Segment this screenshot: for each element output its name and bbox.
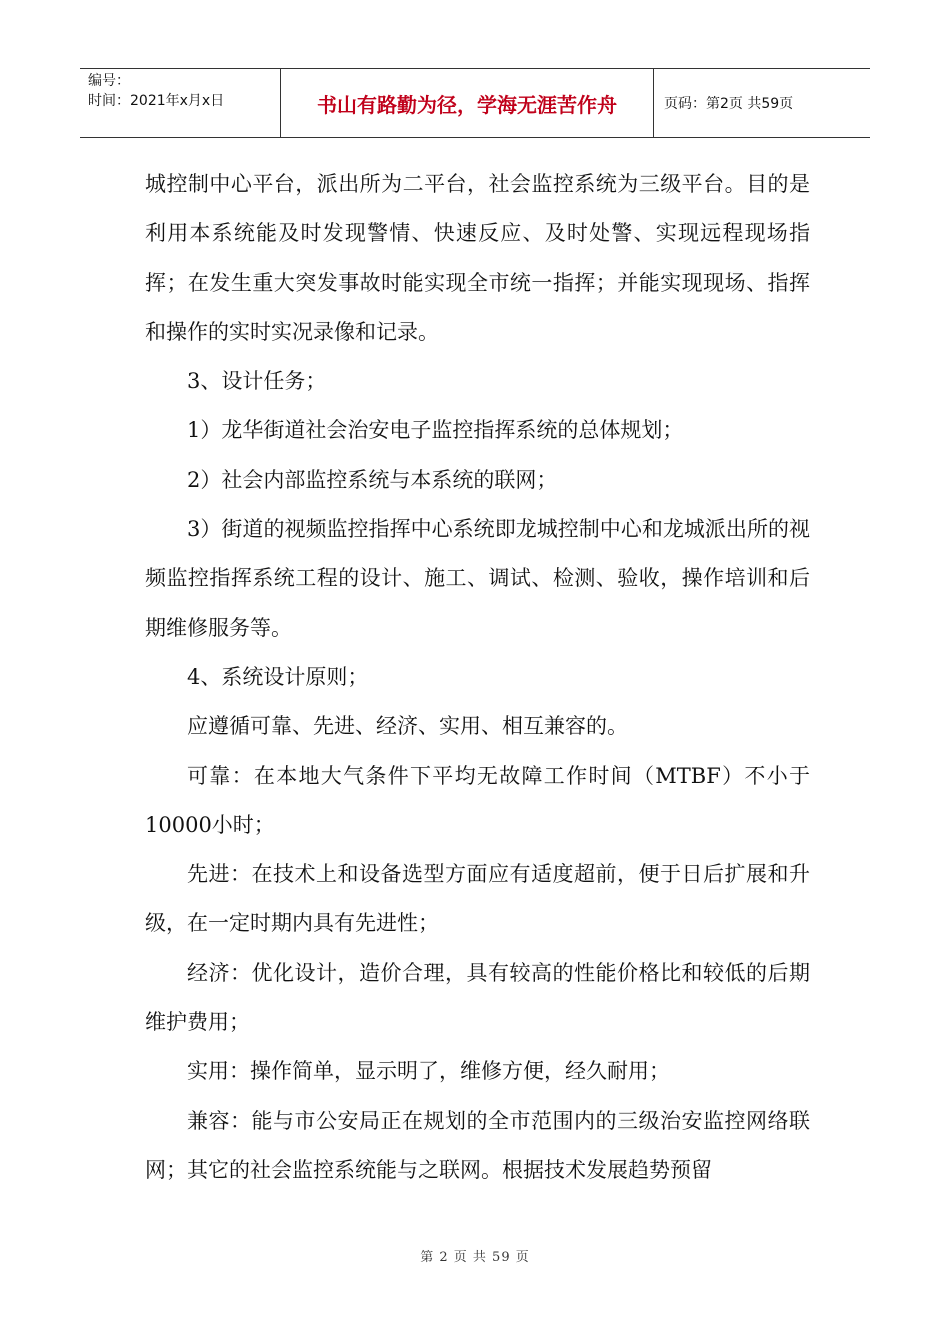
paragraph: 3）街道的视频监控指挥中心系统即龙城控制中心和龙城派出所的视频监控指挥系统工程的设计、施工、调试、检测、验收，操作培训和后期维修服务等。 [145,517,810,640]
paragraph: 城控制中心平台，派出所为二平台，社会监控系统为三级平台。目的是利用本系统能及时发现警情、快速反应、及时处警、实现远程现场指挥；在发生重大突发事故时能实现全市统一指挥；并能实现现场、指挥和操作的实时实况录像和记录。 [145,172,810,344]
paragraph: 先进：在技术上和设备选型方面应有适度超前，便于日后扩展和升级，在一定时期内具有先进性； [145,862,810,936]
paragraph: 应遵循可靠、先进、经济、实用、相互兼容的。 [187,714,628,739]
paragraph: 兼容：能与市公安局正在规划的全市范围内的三级治安监控网络联网；其它的社会监控系统能与之联网。根据技术发展趋势预留 [145,1108,810,1182]
document-body [145,160,810,1195]
header-page-info: 页码：第2页 共59页 [664,96,794,112]
paragraph: 1）龙华街道社会治安电子监控指挥系统的总体规划； [187,418,684,443]
paragraph: 可靠：在本地大气条件下平均无故障工作时间（MTBF）不小于10000小时； [145,763,810,837]
paragraph: 实用：操作简单，显示明了，维修方便，经久耐用； [187,1059,670,1084]
document-number-label: 编号： [88,73,130,89]
header-meta [80,69,281,137]
paragraph: 3、设计任务； [187,369,327,394]
paragraph: 经济：优化设计，造价合理，具有较高的性能价格比和较低的后期维护费用； [145,960,810,1035]
document-date-label: 时间：2021年x月x日 [88,93,225,109]
header-motto: 书山有路勤为径，学海无涯苦作舟 [281,69,654,137]
paragraph: 2）社会内部监控系统与本系统的联网； [187,467,558,492]
page-footer: 第 2 页 共 59 页 [420,1250,530,1265]
paragraph: 4、系统设计原则； [187,664,369,689]
page-header [80,68,870,138]
